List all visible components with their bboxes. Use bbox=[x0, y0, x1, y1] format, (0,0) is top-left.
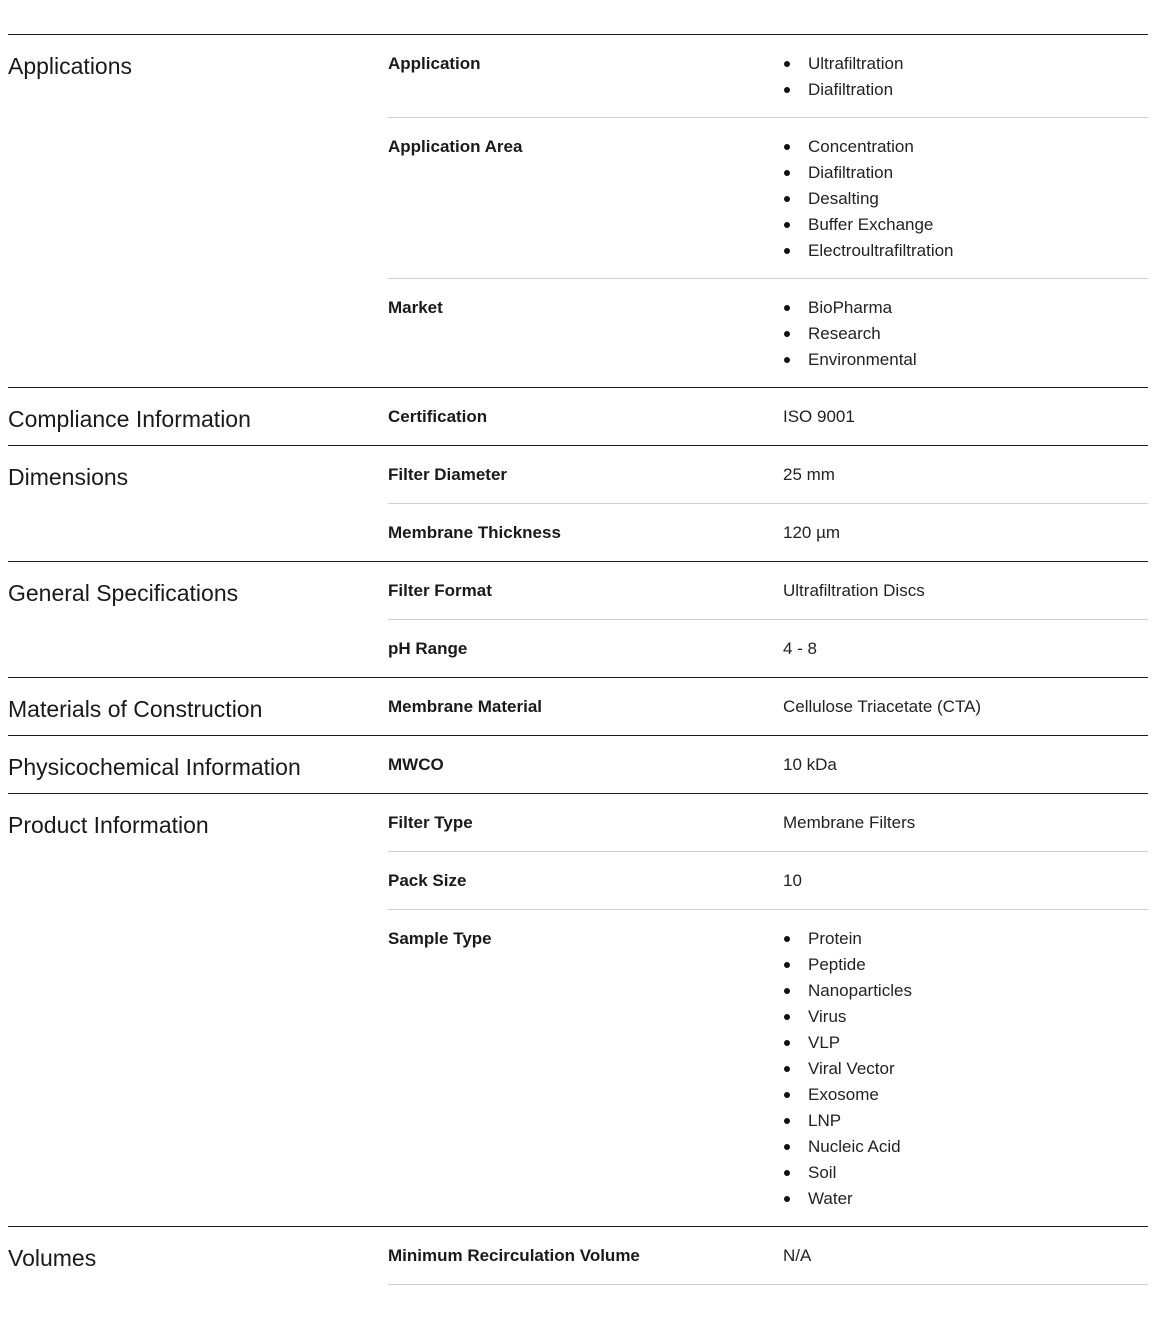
value-list-item: Concentration bbox=[808, 134, 1148, 160]
spec-value: ISO 9001 bbox=[783, 407, 855, 426]
value-list-item: Water bbox=[808, 1186, 1148, 1212]
value-list-item: Soil bbox=[808, 1160, 1148, 1186]
value-list-item: Nucleic Acid bbox=[808, 1134, 1148, 1160]
section-rows bbox=[388, 446, 1148, 561]
section-rows bbox=[388, 562, 1148, 677]
section-title: Compliance Information bbox=[8, 406, 251, 432]
spec-label: Membrane Material bbox=[388, 697, 542, 716]
section-title: Physicochemical Information bbox=[8, 754, 301, 780]
spec-row bbox=[388, 388, 1148, 445]
spec-label: Filter Type bbox=[388, 813, 473, 832]
spec-row bbox=[388, 794, 1148, 852]
section-title: Volumes bbox=[8, 1245, 97, 1271]
section-title: General Specifications bbox=[8, 580, 239, 606]
value-list-item: Buffer Exchange bbox=[808, 212, 1148, 238]
spec-row bbox=[388, 910, 1148, 1226]
section-rows bbox=[388, 678, 1148, 735]
spec-section bbox=[8, 793, 1148, 1226]
spec-row bbox=[388, 562, 1148, 620]
spec-value: Ultrafiltration Discs bbox=[783, 581, 925, 600]
spec-section bbox=[8, 34, 1148, 387]
spec-section bbox=[8, 735, 1148, 793]
value-list bbox=[783, 134, 1148, 264]
spec-section bbox=[8, 1226, 1148, 1285]
spec-value: Membrane Filters bbox=[783, 813, 916, 832]
spec-label: MWCO bbox=[388, 755, 444, 774]
section-title: Product Information bbox=[8, 812, 209, 838]
spec-label: Membrane Thickness bbox=[388, 523, 561, 542]
spec-row bbox=[388, 279, 1148, 387]
value-list-item: Nanoparticles bbox=[808, 978, 1148, 1004]
section-rows bbox=[388, 1227, 1148, 1285]
spec-row bbox=[388, 1227, 1148, 1285]
section-rows bbox=[388, 736, 1148, 793]
value-list-item: Protein bbox=[808, 926, 1148, 952]
spec-value-list bbox=[783, 929, 1148, 1212]
spec-value: Cellulose Triacetate (CTA) bbox=[783, 697, 982, 716]
spec-row bbox=[388, 118, 1148, 279]
spec-label: Application bbox=[388, 54, 481, 73]
spec-label: Market bbox=[388, 298, 443, 317]
spec-label: pH Range bbox=[388, 639, 468, 658]
spec-row bbox=[388, 35, 1148, 118]
spec-section bbox=[8, 677, 1148, 735]
spec-row bbox=[388, 852, 1148, 910]
value-list-item: VLP bbox=[808, 1030, 1148, 1056]
spec-label: Pack Size bbox=[388, 871, 467, 890]
value-list-item: Electroultrafiltration bbox=[808, 238, 1148, 264]
value-list-item: Viral Vector bbox=[808, 1056, 1148, 1082]
spec-label: Minimum Recirculation Volume bbox=[388, 1246, 640, 1265]
spec-label: Application Area bbox=[388, 137, 523, 156]
section-title: Materials of Construction bbox=[8, 696, 263, 722]
value-list bbox=[783, 51, 1148, 103]
spec-value: 120 µm bbox=[783, 523, 841, 542]
spec-label: Certification bbox=[388, 407, 488, 426]
value-list-item: Environmental bbox=[808, 347, 1148, 373]
spec-row bbox=[388, 446, 1148, 504]
spec-value: N/A bbox=[783, 1246, 812, 1265]
value-list bbox=[783, 295, 1148, 373]
spec-label: Sample Type bbox=[388, 929, 492, 948]
spec-value: 10 kDa bbox=[783, 755, 837, 774]
value-list-item: Research bbox=[808, 321, 1148, 347]
specification-table bbox=[8, 34, 1148, 1285]
section-title: Applications bbox=[8, 53, 133, 79]
spec-value-list bbox=[783, 137, 1148, 264]
value-list-item: Diafiltration bbox=[808, 77, 1148, 103]
spec-section bbox=[8, 445, 1148, 561]
spec-value: 4 - 8 bbox=[783, 639, 818, 658]
value-list-item: BioPharma bbox=[808, 295, 1148, 321]
spec-row bbox=[388, 620, 1148, 677]
section-title: Dimensions bbox=[8, 464, 129, 490]
value-list-item: LNP bbox=[808, 1108, 1148, 1134]
section-rows bbox=[388, 388, 1148, 445]
spec-value-list bbox=[783, 54, 1148, 103]
spec-row bbox=[388, 678, 1148, 735]
value-list-item: Ultrafiltration bbox=[808, 51, 1148, 77]
value-list bbox=[783, 926, 1148, 1212]
value-list-item: Exosome bbox=[808, 1082, 1148, 1108]
value-list-item: Virus bbox=[808, 1004, 1148, 1030]
spec-section bbox=[8, 561, 1148, 677]
value-list-item: Desalting bbox=[808, 186, 1148, 212]
spec-row bbox=[388, 736, 1148, 793]
spec-section bbox=[8, 387, 1148, 445]
spec-value-list bbox=[783, 298, 1148, 373]
spec-value: 25 mm bbox=[783, 465, 835, 484]
spec-row bbox=[388, 504, 1148, 561]
value-list-item: Diafiltration bbox=[808, 160, 1148, 186]
section-rows bbox=[388, 35, 1148, 387]
spec-label: Filter Diameter bbox=[388, 465, 508, 484]
value-list-item: Peptide bbox=[808, 952, 1148, 978]
section-rows bbox=[388, 794, 1148, 1226]
spec-label: Filter Format bbox=[388, 581, 492, 600]
spec-value: 10 bbox=[783, 871, 802, 890]
